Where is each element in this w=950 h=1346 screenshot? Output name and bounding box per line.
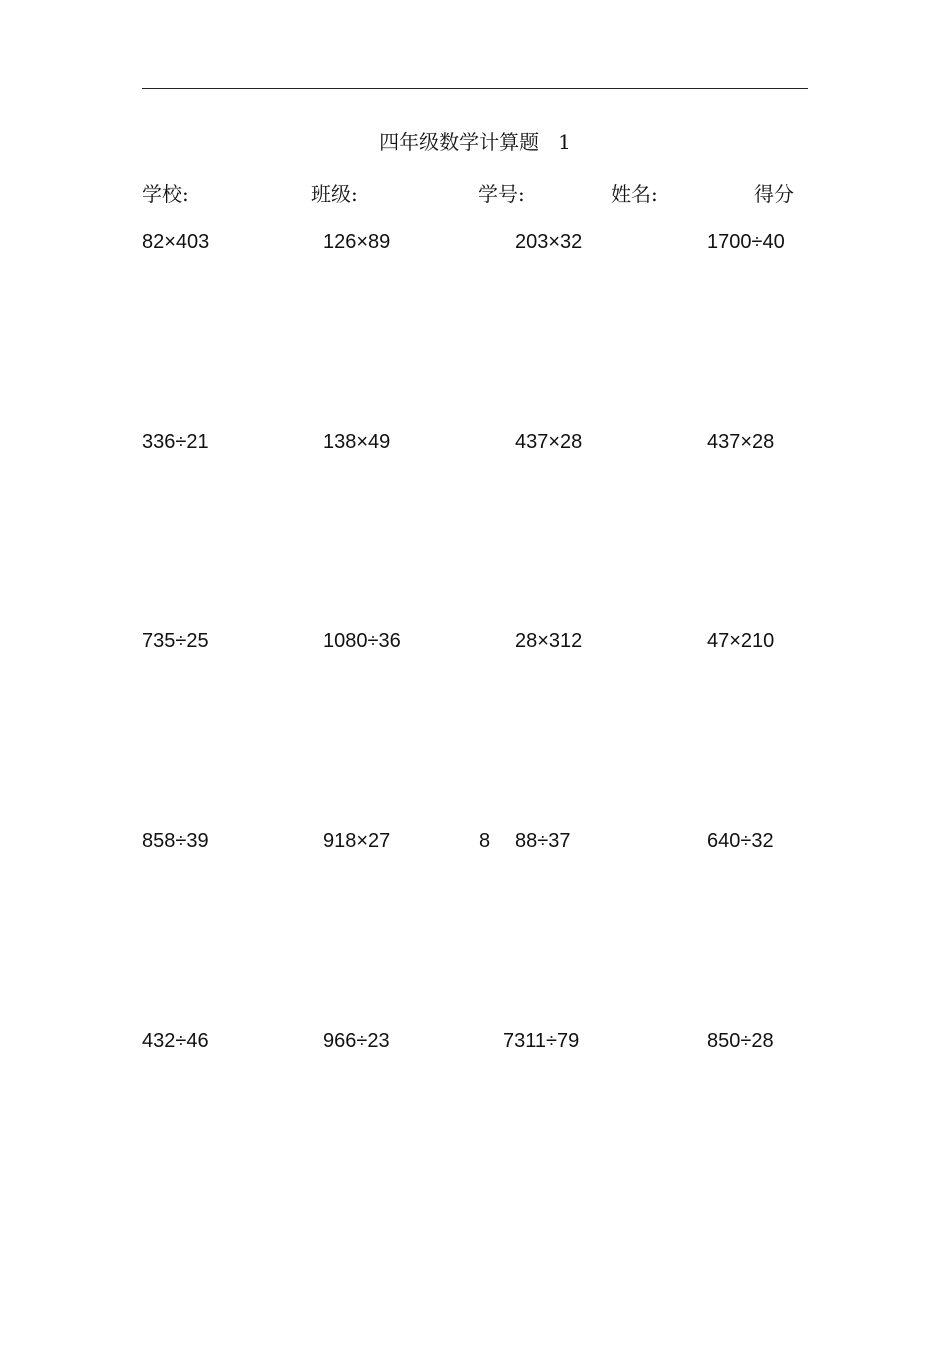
problem-r5-c1: 432÷46: [142, 1030, 209, 1052]
top-rule: [142, 88, 808, 89]
score-label: 得分: [754, 182, 794, 206]
problem-r5-c3: 7311÷79: [503, 1030, 580, 1052]
problem-r1-c2: 126×89: [323, 231, 391, 253]
problem-r1-c3: 203×32: [515, 231, 583, 253]
problem-r2-c2: 138×49: [323, 431, 391, 453]
problem-r4-c4: 640÷32: [707, 830, 774, 852]
problem-r1-c1: 82×403: [142, 231, 210, 253]
problem-r3-c3: 28×312: [515, 630, 583, 652]
problem-r3-c2: 1080÷36: [323, 630, 401, 652]
problem-r2-c3: 437×28: [515, 431, 583, 453]
problem-r2-c4: 437×28: [707, 431, 775, 453]
problem-r4-c1: 858÷39: [142, 830, 209, 852]
name-label: 姓名:: [611, 182, 658, 206]
problem-r4-c2: 918×27: [323, 830, 391, 852]
problem-r3-c4: 47×210: [707, 630, 775, 652]
problem-r3-c1: 735÷25: [142, 630, 209, 652]
problem-r5-c2: 966÷23: [323, 1030, 390, 1052]
student-number-label: 学号:: [478, 182, 525, 206]
problem-r4-c3: 88÷37: [515, 830, 571, 852]
worksheet-title: 四年级数学计算题 1: [379, 130, 571, 154]
problem-r5-c4: 850÷28: [707, 1030, 774, 1052]
class-label: 班级:: [311, 182, 358, 206]
school-label: 学校:: [142, 182, 189, 206]
problem-r2-c1: 336÷21: [142, 431, 209, 453]
problem-r1-c4: 1700÷40: [707, 231, 785, 253]
stray-digit: 8: [479, 830, 491, 852]
